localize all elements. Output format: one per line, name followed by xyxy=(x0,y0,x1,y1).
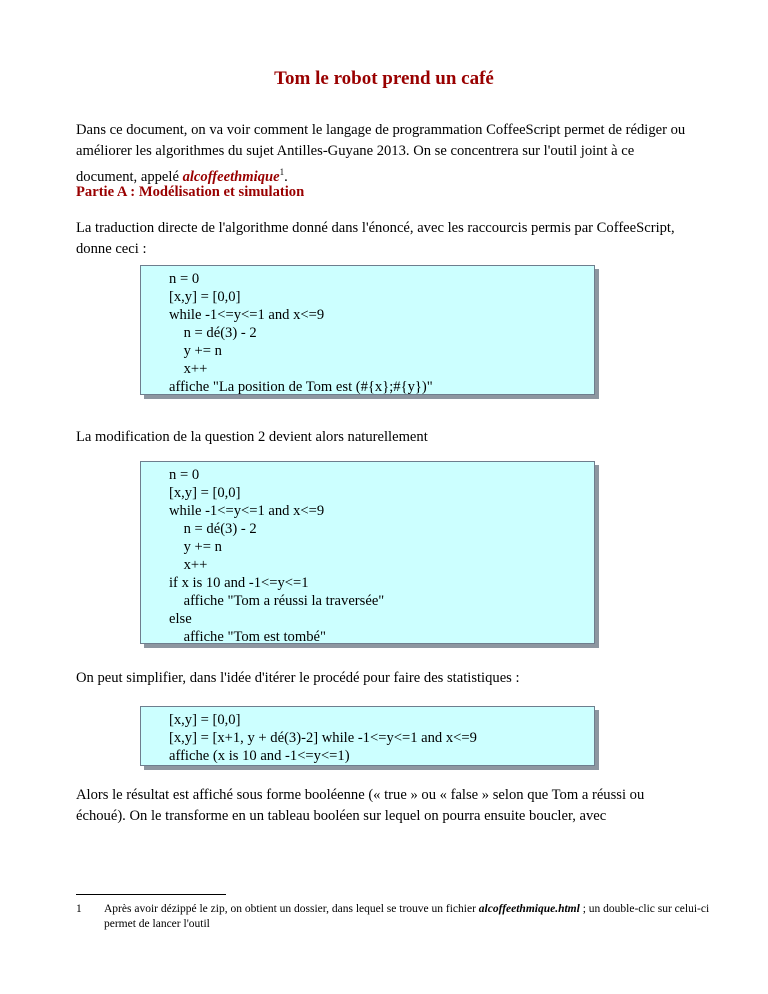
code-line: affiche "La position de Tom est (#{x};#{y})" xyxy=(169,379,433,395)
intro-end: . xyxy=(284,168,288,185)
section-heading-a: Partie A : Modélisation et simulation xyxy=(76,184,305,200)
code-line: n = dé(3) - 2 xyxy=(169,521,257,537)
code-line: [x,y] = [x+1, y + dé(3)-2] while -1<=y<=1 and x<=9 xyxy=(169,730,477,746)
code-line: while -1<=y<=1 and x<=9 xyxy=(169,307,325,323)
code-line: [x,y] = [0,0] xyxy=(169,712,241,728)
paragraph-boolean: Alors le résultat est affiché sous forme booléenne (« true » ou « false » selon que Tom a réussi ou échoué). On le transforme en un tableau booléen sur lequel on pourra ensuite boucler, avec xyxy=(76,787,645,824)
code-line: while -1<=y<=1 and x<=9 xyxy=(169,503,325,519)
paragraph-translation: La traduction directe de l'algorithme donné dans l'énoncé, avec les raccourcis permis par CoffeeScript, donne ceci : xyxy=(76,220,675,257)
paragraph-simplification: On peut simplifier, dans l'idée d'itérer le procédé pour faire des statistiques : xyxy=(76,670,520,686)
footnote-text-start: Après avoir dézippé le zip, on obtient un dossier, dans lequel se trouve un fichier xyxy=(104,903,479,915)
document-title: Tom le robot prend un café xyxy=(274,68,494,89)
intro-paragraph xyxy=(76,120,696,188)
code-line: else xyxy=(169,611,192,627)
code-line: affiche "Tom a réussi la traversée" xyxy=(169,593,385,609)
footnote-reference[interactable]: 1 xyxy=(279,167,285,177)
code-line: x++ xyxy=(169,557,208,573)
code-line: n = dé(3) - 2 xyxy=(169,325,257,341)
code-block-1 xyxy=(140,265,595,395)
code-line: y += n xyxy=(169,343,222,359)
code-block-3 xyxy=(140,706,595,766)
intro-text: Dans ce document, on va voir comment le langage de programmation CoffeeScript permet de rédiger ou améliorer les algorithmes du sujet Antilles-Guyane 2013. On se concentrera sur l'outil joint à ce document, appelé xyxy=(76,122,686,185)
code-line: [x,y] = [0,0] xyxy=(169,289,241,305)
paragraph-modification: La modification de la question 2 devient alors naturellement xyxy=(76,429,428,445)
footnote-text xyxy=(104,902,716,932)
footnote-text-end: ; un double-clic sur celui-ci permet de lancer l'outil xyxy=(104,903,710,930)
footnote-file-name: alcoffeethmique.html xyxy=(478,903,580,915)
footnote-number: 1 xyxy=(76,903,82,915)
footnote-separator xyxy=(76,894,226,895)
code-line: n = 0 xyxy=(169,467,200,483)
code-line: affiche (x is 10 and -1<=y<=1) xyxy=(169,748,350,764)
code-line: if x is 10 and -1<=y<=1 xyxy=(169,575,309,591)
tool-name: alcoffeethmique xyxy=(182,168,280,185)
code-line: [x,y] = [0,0] xyxy=(169,485,241,501)
code-line: y += n xyxy=(169,539,222,555)
code-line: affiche "Tom est tombé" xyxy=(169,629,326,645)
code-line: x++ xyxy=(169,361,208,377)
code-line: n = 0 xyxy=(169,271,200,287)
code-block-2 xyxy=(140,461,595,644)
